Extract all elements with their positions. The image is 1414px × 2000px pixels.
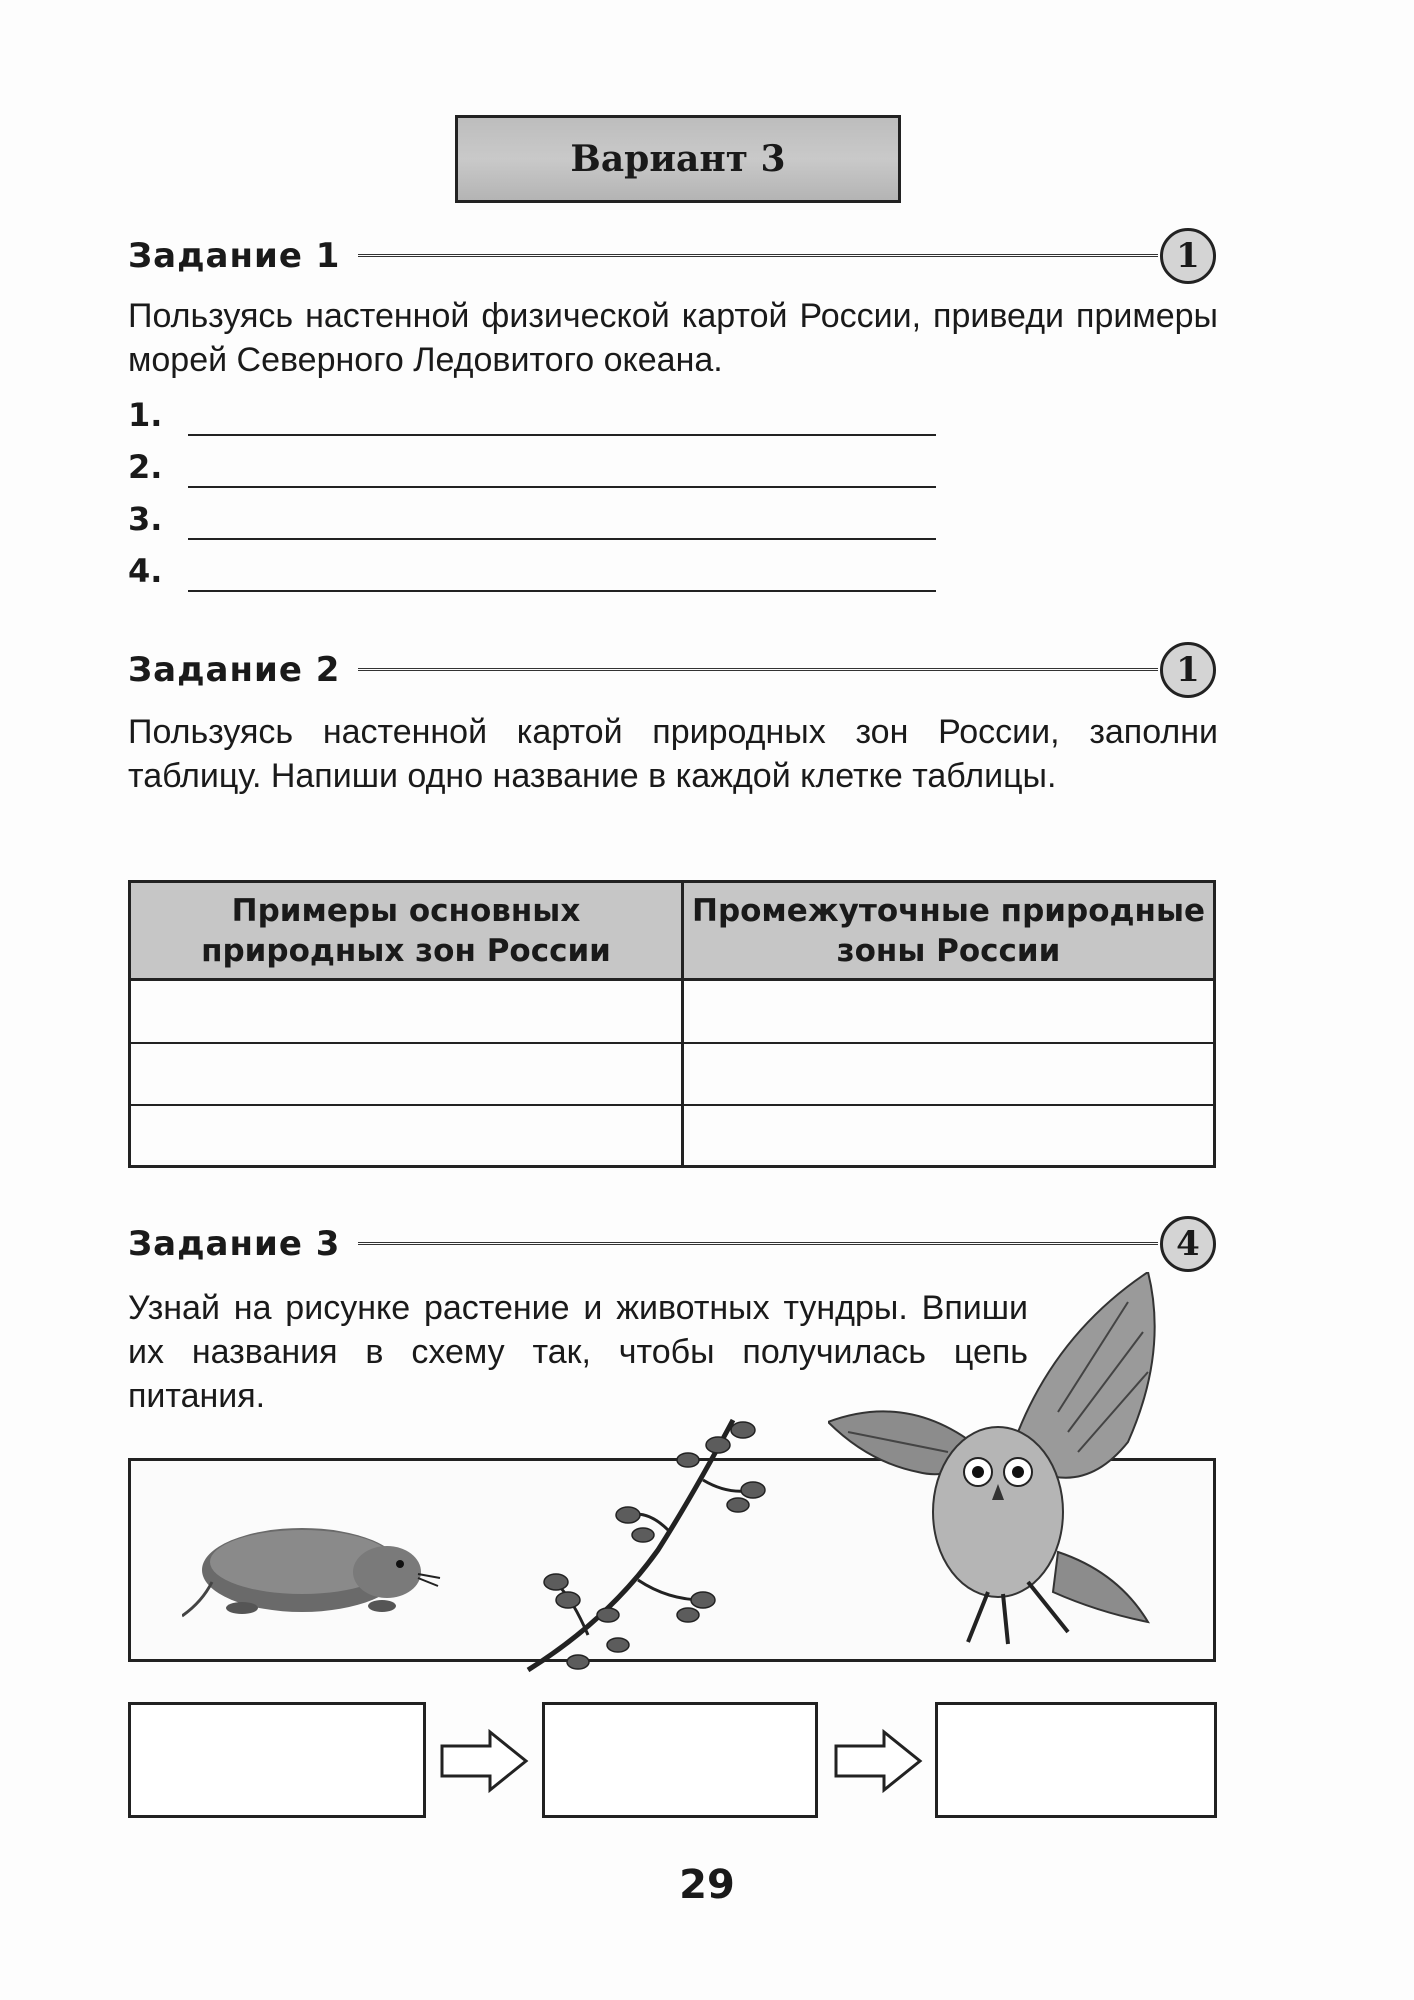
table-header-transitional-zones: Промежуточные природные зоны России (692, 892, 1205, 969)
table-cell[interactable] (131, 1044, 681, 1104)
lemming-illustration (182, 1512, 442, 1622)
task3-title: Задание 3 (128, 1224, 341, 1264)
natural-zones-table (128, 880, 1216, 1168)
food-chain-box-2[interactable] (542, 1702, 818, 1818)
task1-answer-3[interactable] (128, 500, 948, 544)
answer-number: 3. (128, 500, 163, 538)
answer-line[interactable] (188, 486, 936, 488)
task1-answer-4[interactable] (128, 552, 948, 596)
table-cell[interactable] (684, 1106, 1213, 1165)
answer-number: 2. (128, 448, 163, 486)
table-header-main-zones: Примеры основных природных зон России (201, 892, 611, 969)
task3-points-badge: 4 (1160, 1216, 1216, 1272)
food-chain-box-1[interactable] (128, 1702, 426, 1818)
table-row (131, 1044, 1213, 1106)
owl-illustration (828, 1272, 1178, 1662)
task1-heading (128, 228, 1216, 284)
answer-line[interactable] (188, 434, 936, 436)
table-row (131, 1106, 1213, 1165)
task3-divider (358, 1242, 1158, 1245)
table-cell[interactable] (684, 1044, 1213, 1104)
page-number: 29 (679, 1862, 735, 1908)
table-header-row (131, 883, 1213, 981)
task1-text: Пользуясь настенной физической картой России, приведи примеры морей Северного Ледовитого океана. (128, 297, 1218, 379)
task2-text: Пользуясь настенной картой природных зон России, заполни таблицу. Напиши одно название в каждой клетке таблицы. (128, 713, 1218, 795)
task1-answer-2[interactable] (128, 448, 948, 492)
task1-title: Задание 1 (128, 236, 341, 276)
table-cell[interactable] (131, 981, 681, 1042)
task1-points-badge: 1 (1160, 228, 1216, 284)
task3-heading (128, 1216, 1216, 1272)
variant-title: Вариант 3 (455, 115, 901, 203)
table-cell[interactable] (684, 981, 1213, 1042)
task2-divider (358, 668, 1158, 671)
task1-divider (358, 254, 1158, 257)
arrow-right-icon (438, 1728, 530, 1794)
table-cell[interactable] (131, 1106, 681, 1165)
task3-text: Узнай на рисунке растение и животных тундры. Впиши их названия в схему так, чтобы получилась цепь питания. (128, 1289, 1028, 1415)
food-chain-box-3[interactable] (935, 1702, 1217, 1818)
task1-answer-1[interactable] (128, 396, 948, 440)
task2-heading (128, 642, 1216, 698)
table-row (131, 981, 1213, 1044)
plant-illustration (518, 1400, 768, 1690)
task2-points-badge: 1 (1160, 642, 1216, 698)
task2-title: Задание 2 (128, 650, 341, 690)
answer-number: 4. (128, 552, 163, 590)
answer-number: 1. (128, 396, 163, 434)
table-column-divider (681, 883, 684, 1165)
arrow-right-icon (832, 1728, 924, 1794)
answer-line[interactable] (188, 590, 936, 592)
answer-line[interactable] (188, 538, 936, 540)
